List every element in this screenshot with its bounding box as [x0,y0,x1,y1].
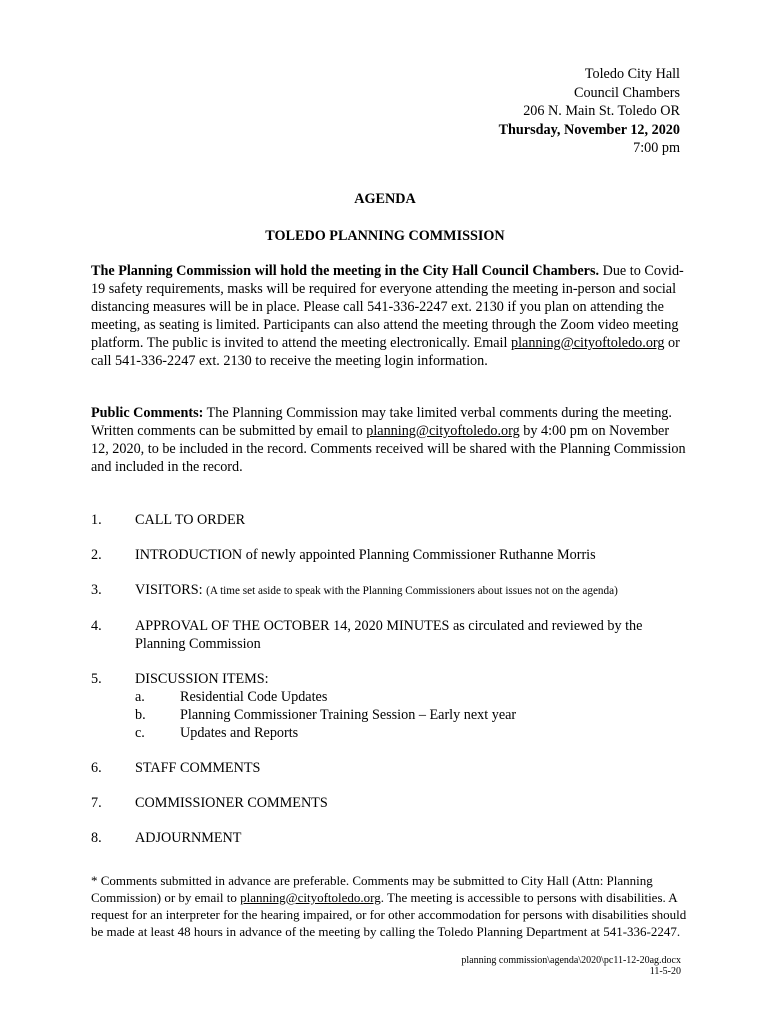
item-body [135,581,691,600]
agenda-title: AGENDA [354,191,416,207]
agenda-item [91,511,691,529]
item-number: 8. [91,830,102,846]
sub-item-letter: b. [135,707,146,723]
agenda-list [91,511,691,864]
item-body [135,670,691,742]
item-number: 3. [91,582,102,598]
sub-item-text: Updates and Reports [180,725,299,741]
public-comments-text-2: by 4:00 pm on November 12, 2020, to be included in the record. Comments received will be shared with the Planning Commission and included in the record. [91,423,686,475]
agenda-item [91,829,691,847]
public-comments-paragraph [91,404,686,476]
sub-item-text: Planning Commissioner Training Session – Early next year [180,707,517,723]
file-date: 11-5-20 [649,966,681,977]
agenda-item [91,546,691,564]
item-number: 6. [91,760,102,776]
item-text: APPROVAL OF THE OCTOBER 14, 2020 MINUTES as circulated and reviewed by the Planning Commission [135,618,643,652]
item-number: 1. [91,512,102,528]
item-number: 5. [91,671,102,687]
sub-item-text: Residential Code Updates [180,689,328,705]
meeting-header [499,65,680,158]
item-text: VISITORS: [135,582,207,598]
sub-item [135,706,691,724]
item-text: ADJOURNMENT [135,830,242,846]
item-text: COMMISSIONER COMMENTS [135,795,328,811]
public-comments-email-link[interactable]: planning@cityoftoledo.org [366,423,520,439]
file-path: planning commission\agenda\2020\pc11-12-20ag.docx [461,955,681,966]
room-line: Council Chambers [574,84,680,101]
item-text: DISCUSSION ITEMS: [135,671,269,687]
intro-text-2: or call 541-336-2247 ext. 2130 to receive the meeting login information. [91,335,680,369]
footnote-email-link[interactable]: planning@cityoftoledo.org [240,890,381,905]
venue-line: Toledo City Hall [584,66,680,82]
item-text: INTRODUCTION of newly appointed Planning Commissioner Ruthanne Morris [135,547,596,563]
agenda-item [91,794,691,812]
item-text: CALL TO ORDER [135,512,246,528]
date-line: Thursday, November 12, 2020 [498,121,680,138]
file-reference [461,955,681,977]
item-number: 2. [91,547,102,563]
discussion-subitems [135,688,691,742]
footnote-text-2: . The meeting is accessible to persons with disabilities. A request for an interpreter for the hearing impaired, or for other accommodation for persons with disabilities should be made at least 48 hours in advance of the meeting by calling the Toledo Planning Department at 541-336-2247. [91,890,687,939]
time-line: 7:00 pm [633,140,680,156]
address-line: 206 N. Main St. Toledo OR [523,103,680,119]
intro-paragraph [91,262,686,370]
intro-text-1: Due to Covid-19 safety requirements, masks will be required for everyone attending the meeting in-person and social distancing measures will be in place. Please call 541-336-2247 ext. 2130 if you plan on attending the meeting, as seating is limited. Participants can also attend the meeting through the Zoom video meeting platform. The public is invited to attend the meeting electronically. Email [91,263,684,351]
commission-title: TOLEDO PLANNING COMMISSION [265,228,505,244]
footnote [91,872,691,940]
public-comments-lead: Public Comments: [91,405,204,421]
agenda-item [91,670,691,742]
sub-item [135,688,691,706]
agenda-item [91,617,691,653]
public-comments-text-1: The Planning Commission may take limited verbal comments during the meeting. Written comments can be submitted by email to [91,405,672,439]
intro-email-link[interactable]: planning@cityoftoledo.org [511,335,665,351]
intro-lead: The Planning Commission will hold the meeting in the City Hall Council Chambers. [91,263,600,279]
sub-item-letter: c. [135,725,145,741]
sub-item-letter: a. [135,689,145,705]
agenda-item [91,581,691,600]
item-note: (A time set aside to speak with the Planning Commissioners about issues not on the agenda) [206,585,618,597]
item-text: STAFF COMMENTS [135,760,261,776]
item-number: 7. [91,795,102,811]
item-number: 4. [91,618,102,634]
agenda-item [91,759,691,777]
footnote-text-1: * Comments submitted in advance are preferable. Comments may be submitted to City Hall (Attn: Planning Commission) or by email to [91,873,653,905]
sub-item [135,724,691,742]
